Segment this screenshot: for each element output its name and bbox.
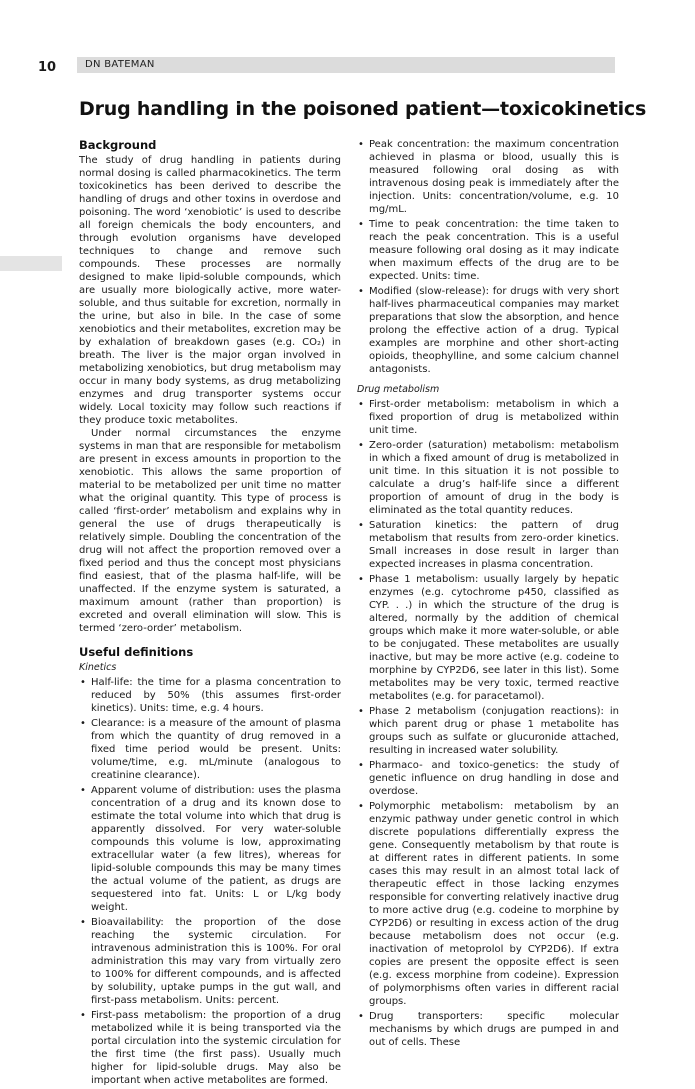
left-column <box>79 138 341 1089</box>
running-head: DN BATEMAN <box>77 57 615 73</box>
list-item: • First-pass metabolism: the proportion of a drug metabolized while it is being transported via the portal circulation into the systemic circulation for the first time (the first pass). Usually much higher for lipid-soluble drugs. May also be important when active metabolites are formed. <box>79 1009 341 1087</box>
metabolism-list <box>357 398 619 1049</box>
side-tab-marker <box>0 256 62 271</box>
list-item: • Phase 2 metabolism (conjugation reactions): in which parent drug or phase 1 metabolite has groups such as sulfate or glucuronide attached, resulting in increased water solubility. <box>357 705 619 757</box>
background-paragraph-2: Under normal circumstances the enzyme systems in man that are responsible for metabolism are present in excess amounts in proportion to the xenobiotic. This allows the same proportion of material to be metabolized per unit time no matter what the original quantity. This type of process is called ‘first-order’ metabolism and explains why in general the use of drugs therapeutically is relatively simple. Doubling the concentration of the drug will not affect the proportion removed over a fixed period and thus the concept most physicians find easiest, that of the plasma half-life, will be unaffected. If the enzyme system is saturated, a maximum amount (rather than proportion) is excreted and overall elimination will slow. This is termed ‘zero-order’ metabolism. <box>79 427 341 634</box>
list-item: • Peak concentration: the maximum concentration achieved in plasma or blood, usually this is measured following oral dosing as with intravenous dosing peak is immediately after the injection. Units: concentration/volume, e.g. 10 mg/mL. <box>357 138 619 216</box>
drug-metabolism-subheading: Drug metabolism <box>357 384 440 395</box>
list-item: • Phase 1 metabolism: usually largely by hepatic enzymes (e.g. cytochrome p450, classified as CYP. . .) in which the structure of the drug is altered, normally by the addition of chemical groups which make it more water-soluble, or able to be conjugated. These metabolites are usually inactive, but may be more active (e.g. codeine to morphine by CYP2D6, see later in this list). Some metabolites may be very toxic, termed reactive metabolites (e.g. for paracetamol). <box>357 573 619 703</box>
background-paragraph-1: The study of drug handling in patients during normal dosing is called pharmacokinetics. The term toxicokinetics has been derived to describe the handling of drugs and other toxins in overdose and poisoning. The word ‘xenobiotic’ is used to describe all foreign chemicals the body encounters, and through evolution organisms have developed techniques to change and remove such compounds. These processes are normally designed to make lipid-soluble compounds, which are usually more biologically active, more water-soluble, and thus suitable for excretion, normally in the urine, but also in bile. In the case of some xenobiotics and their metabolites, excretion may be by exhalation of breakdown gases (e.g. CO₂) in breath. The liver is the major organ involved in metabolizing xenobiotics, but drug metabolism may occur in many body systems, as drug metabolizing enzymes and drug transporter systems occur widely. Local toxicity may follow such reactions if they produce toxic metabolites. <box>79 154 341 426</box>
definitions-heading: Useful definitions <box>79 644 194 659</box>
page-number: 10 <box>38 60 57 75</box>
list-item: • Zero-order (saturation) metabolism: metabolism in which a fixed amount of drug is metabolized in unit time. In this situation it is not possible to calculate a drug’s half-life since a different proportion of amount of drug in the body is eliminated as the total quantity reduces. <box>357 439 619 517</box>
list-item: • Time to peak concentration: the time taken to reach the peak concentration. This is a useful measure following oral dosing as it may indicate when maximum effects of the drug are to be expected. Units: time. <box>357 218 619 283</box>
list-item: • Bioavailability: the proportion of the dose reaching the systemic circulation. For intravenous administration this is 100%. For oral administration this may vary from virtually zero to 100% for different compounds, and is affected by solubility, uptake pumps in the gut wall, and first-pass metabolism. Units: percent. <box>79 916 341 1007</box>
kinetics-list <box>79 676 341 1087</box>
list-item: • Clearance: is a measure of the amount of plasma from which the quantity of drug removed in a fixed time period would be present. Units: volume/time, e.g. mL/minute (analogous to creatinine clearance). <box>79 717 341 782</box>
list-item: • Drug transporters: specific molecular mechanisms by which drugs are pumped in and out of cells. These <box>357 1010 619 1049</box>
list-item: • Modified (slow-release): for drugs with very short half-lives pharmaceutical companies may market preparations that slow the absorption, and hence prolong the effective action of a drug. Typical examples are morphine and other short-acting opioids, theophylline, and some calcium channel antagonists. <box>357 285 619 376</box>
list-item: • Polymorphic metabolism: metabolism by an enzymic pathway under genetic control in which discrete populations differentially express the gene. Consequently metabolism by that route is at different rates in different patients. In some cases this may result in an almost total lack of therapeutic effect in those lacking enzymes responsible for converting relatively inactive drug to more active drug (e.g. codeine to morphine by CYP2D6) or resulting in excess action of the drug because metabolism does not occur (e.g. inactivation of metoprolol by CYP2D6). If extra copies are present the opposite effect is seen (e.g. excess morphine from codeine). Expression of polymorphisms often varies in different racial groups. <box>357 800 619 1008</box>
kinetics-subheading: Kinetics <box>79 661 117 673</box>
kinetics-list-continued <box>357 138 619 376</box>
background-heading: Background <box>79 138 157 152</box>
list-item: • Saturation kinetics: the pattern of drug metabolism that results from zero-order kinetics. Small increases in dose result in larger than expected increases in plasma concentration. <box>357 519 619 571</box>
list-item: • Apparent volume of distribution: uses the plasma concentration of a drug and its known dose to estimate the total volume into which that drug is apparently dissolved. For very water-soluble compounds this volume is low, approximating extracellular water (a few litres), whereas for lipid-soluble compounds this may be many times the actual volume of the patient, as drugs are sequestered into fat. Units: L or L/kg body weight. <box>79 784 341 914</box>
list-item: • First-order metabolism: metabolism in which a fixed proportion of drug is metabolized within unit time. <box>357 398 619 437</box>
list-item: • Pharmaco- and toxico-genetics: the study of genetic influence on drug handling in dose and overdose. <box>357 759 619 798</box>
list-item: • Half-life: the time for a plasma concentration to reduced by 50% (this assumes first-order kinetics). Units: time, e.g. 4 hours. <box>79 676 341 715</box>
chapter-title: Drug handling in the poisoned patient—toxicokinetics <box>79 98 647 120</box>
right-column <box>357 138 619 1051</box>
